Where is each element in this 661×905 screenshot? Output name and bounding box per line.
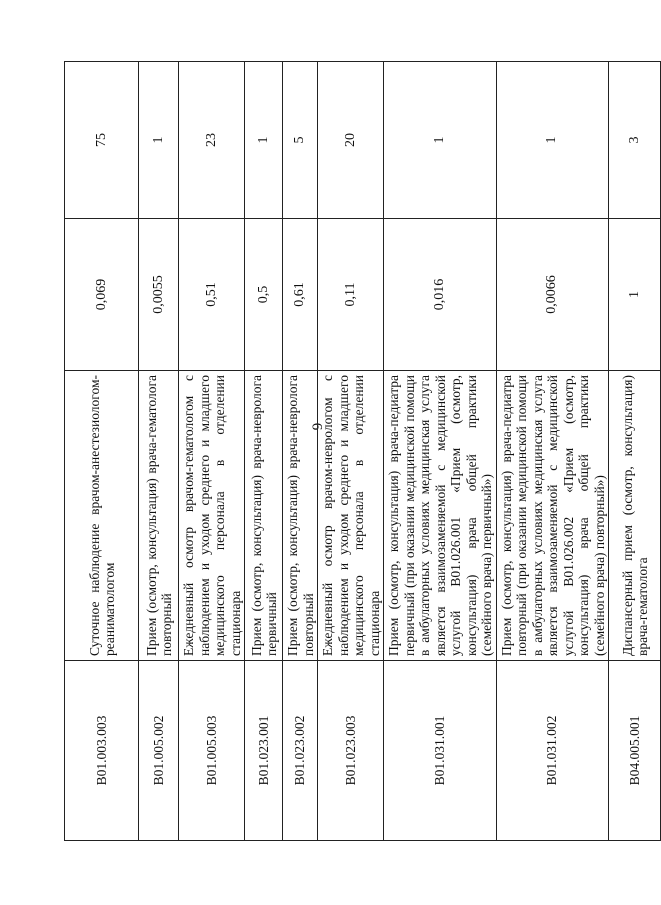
count-value: 20	[318, 62, 384, 219]
frequency-value: 0,069	[65, 219, 139, 371]
service-code: B01.023.002	[283, 661, 318, 841]
service-name: Прием (осмотр, консультация) врача-педиатра первичный (при оказании медицинской помощи в амбулаторных условиях медицинская услуга является взаимозаменяемой с медицинской услугой B01.026.001 «Прием (осмотр, консультация) врача общей практики (семейного врача) первичный»)	[384, 371, 497, 661]
rotated-table-container	[64, 62, 650, 841]
service-name: Прием (осмотр, консультация) врача-невролога первичный	[245, 371, 283, 661]
count-value: 1	[139, 62, 179, 219]
service-name: Прием (осмотр, консультация) врача-педиатра повторный (при оказании медицинской помощи в амбулаторных условиях медицинская услуга является взаимозаменяемой с медицинской услугой B01.026.002 «Прием (осмотр, консультация) врача общей практики (семейного врача) повторный»)	[496, 371, 609, 661]
service-code: B04.005.001	[609, 661, 661, 841]
count-value: 23	[179, 62, 245, 219]
service-code: B01.005.002	[139, 661, 179, 841]
table-row	[139, 62, 179, 841]
service-code: B01.005.003	[179, 661, 245, 841]
frequency-value: 0,51	[179, 219, 245, 371]
count-value: 5	[283, 62, 318, 219]
page-number: 6	[308, 422, 325, 431]
frequency-value: 0,5	[245, 219, 283, 371]
table-row	[283, 62, 318, 841]
count-value: 75	[65, 62, 139, 219]
service-name: Ежедневный осмотр врачом-неврологом с наблюдением и уходом среднего и младшего медицинского персонала в отделении стационара	[318, 371, 384, 661]
table-row	[65, 62, 139, 841]
service-code: B01.003.003	[65, 661, 139, 841]
service-code: B01.031.002	[496, 661, 609, 841]
frequency-value: 0,61	[283, 219, 318, 371]
frequency-value: 0,11	[318, 219, 384, 371]
service-name: Прием (осмотр, консультация) врача-невролога повторный	[283, 371, 318, 661]
table-row	[245, 62, 283, 841]
service-name: Прием (осмотр, консультация) врача-гематолога повторный	[139, 371, 179, 661]
table-row	[179, 62, 245, 841]
frequency-value: 0,016	[384, 219, 497, 371]
service-code: B01.023.003	[318, 661, 384, 841]
frequency-value: 1	[609, 219, 661, 371]
service-name: Диспансерный прием (осмотр, консультация) врача-гематолога	[609, 371, 661, 661]
services-table	[64, 61, 661, 841]
table-row	[384, 62, 497, 841]
count-value: 3	[609, 62, 661, 219]
table-row	[609, 62, 661, 841]
table-row	[318, 62, 384, 841]
table-row	[496, 62, 609, 841]
service-code: B01.031.001	[384, 661, 497, 841]
count-value: 1	[496, 62, 609, 219]
service-name: Суточное наблюдение врачом-анестезиологом-реаниматологом	[65, 371, 139, 661]
count-value: 1	[384, 62, 497, 219]
frequency-value: 0,0066	[496, 219, 609, 371]
frequency-value: 0,0055	[139, 219, 179, 371]
service-code: B01.023.001	[245, 661, 283, 841]
service-name: Ежедневный осмотр врачом-гематологом с наблюдением и уходом среднего и младшего медицинского персонала в отделении стационара	[179, 371, 245, 661]
count-value: 1	[245, 62, 283, 219]
